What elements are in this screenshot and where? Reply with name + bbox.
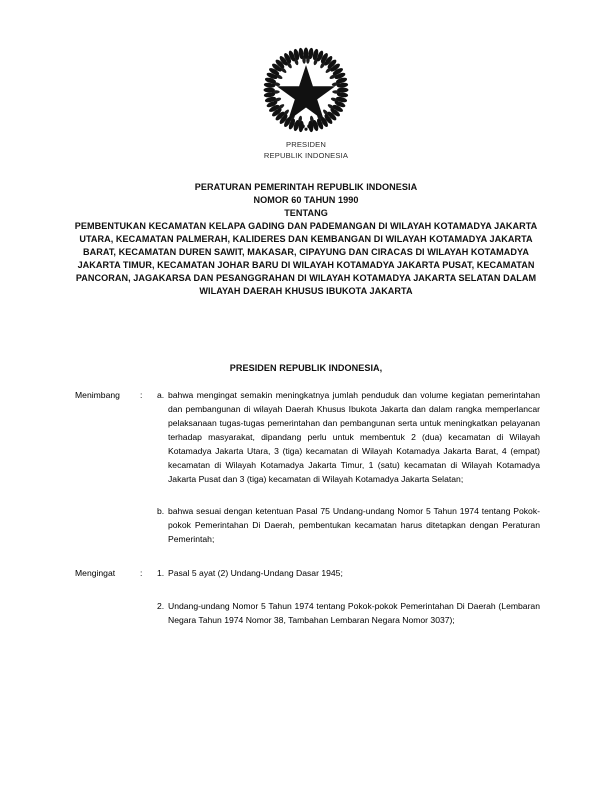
- clause-row: [0, 566, 612, 580]
- clause-marker: 2.: [157, 600, 165, 611]
- clause-colon: :: [140, 568, 143, 579]
- title-line-number: NOMOR 60 TAHUN 1990: [253, 195, 359, 206]
- emblem-caption: [0, 140, 612, 161]
- garuda-star-wreath-emblem: [260, 44, 352, 136]
- emblem-caption-line2: REPUBLIK INDONESIA: [263, 150, 349, 160]
- clause-row: [0, 388, 612, 486]
- clause-marker: 1.: [157, 568, 165, 579]
- clause-spacer: [0, 486, 612, 504]
- document-title-block: [66, 181, 546, 298]
- clause-label-menimbang: Menimbang: [75, 390, 120, 400]
- clause-row: [0, 599, 612, 627]
- emblem-block: [0, 44, 612, 161]
- clause-colon: :: [140, 390, 143, 400]
- section-spacer: [0, 546, 612, 566]
- emblem-caption-line1: PRESIDEN: [285, 140, 327, 149]
- clause-group-menimbang: [0, 388, 612, 546]
- clause-label-spacer: [75, 504, 140, 518]
- title-line-institution: PERATURAN PEMERINTAH REPUBLIK INDONESIA: [194, 182, 418, 192]
- clause-colon-spacer: [140, 599, 157, 613]
- clause-group-mengingat: [0, 566, 612, 626]
- clause-text: Undang-undang Nomor 5 Tahun 1974 tentang Pokok-pokok Pemerintahan Di Daerah (Lembaran Negara Tahun 1974 Nomor 38, Tambahan Lembaran Negara Nomor 3037);: [168, 600, 540, 625]
- clause-text: Pasal 5 ayat (2) Undang-Undang Dasar 1945;: [168, 568, 343, 579]
- title-line-tentang: TENTANG: [284, 208, 328, 219]
- title-subject: PEMBENTUKAN KECAMATAN KELAPA GADING DAN PADEMANGAN DI WILAYAH KOTAMADYA JAKARTA UTARA, KECAMATAN PALMERAH, KALIDERES DAN KEMBANGAN DI WILAYAH KOTAMADYA JAKARTA BARAT, KECAMATAN DUREN SAWIT, MAKASAR, CIPAYUNG DAN CIRACAS DI WILAYAH KOTAMADYA JAKARTA TIMUR, KECAMATAN JOHAR BARU DI WILAYAH KOTAMADYA JAKARTA PUSAT, KECAMATAN PANCORAN, JAGAKARSA DAN PESANGGRAHAN DI WILAYAH KOTAMADYA JAKARTA SELATAN DALAM WILAYAH DAERAH KHUSUS IBUKOTA JAKARTA: [74, 221, 538, 297]
- clause-text: bahwa sesuai dengan ketentuan Pasal 75 Undang-undang Nomor 5 Tahun 1974 tentang Pokok-pokok Pemerintahan Di Daerah, pembentukan kecamatan harus ditetapkan dengan Peraturan Pemerintah;: [168, 506, 540, 545]
- clause-marker: a.: [157, 390, 165, 400]
- clause-spacer: [0, 581, 612, 599]
- opening-statement: PRESIDEN REPUBLIK INDONESIA,: [229, 363, 383, 373]
- clause-text: bahwa mengingat semakin meningkatnya jumlah penduduk dan volume kegiatan pemerintahan dan pembangunan di wilayah Daerah Khusus Ibukota Jakarta dan dalam rangka memperlancar pelaksanaan tugas-tugas pemerintahan dan pembangunan serta untuk meningkatkan pelayanan terhadap masyarakat, dipandang perlu untuk membentuk 2 (dua) kecamatan di Wilayah Kotamadya Jakarta Utara, 3 (tiga) kecamatan di Wilayah Kotamadya Jakarta Barat, 4 (empat) kecamatan di Wilayah Kotamadya Jakarta Timur, 1 (satu) kecamatan di Wilayah Kotamadya Jakarta Pusat dan 3 (tiga) kecamatan di Wilayah Kotamadya Jakarta Selatan;: [168, 390, 540, 485]
- clause-label-spacer: [75, 599, 140, 613]
- clause-marker: b.: [157, 506, 165, 517]
- clause-row: [0, 504, 612, 546]
- clauses-section: [0, 388, 612, 627]
- clause-colon-spacer: [140, 504, 157, 518]
- clause-label-mengingat: Mengingat: [75, 568, 116, 579]
